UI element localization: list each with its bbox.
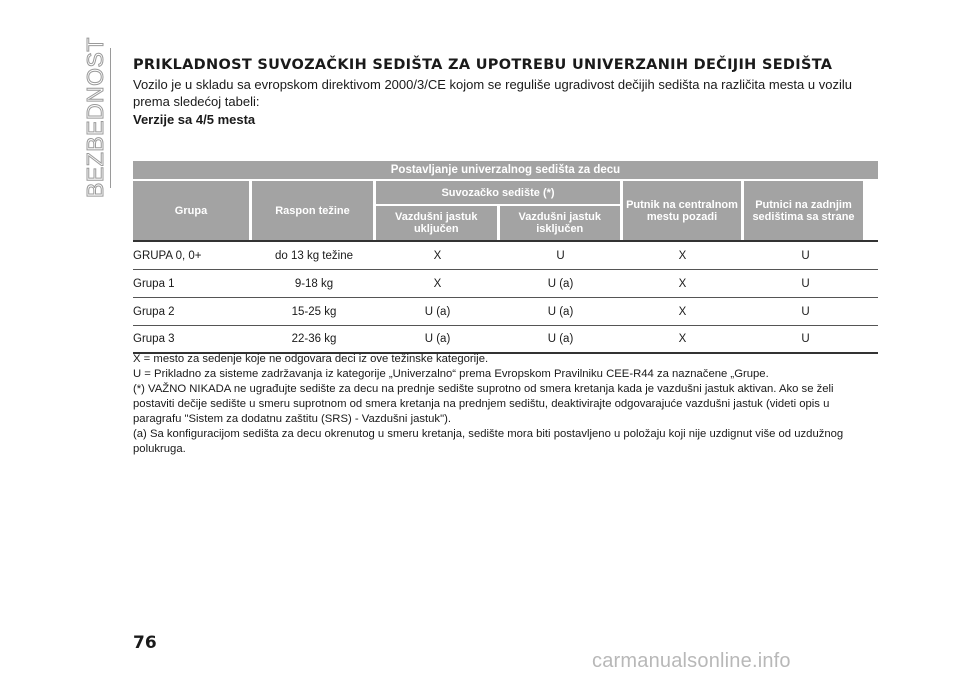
watermark: carmanualsonline.info (592, 650, 791, 672)
cell-rear: U (801, 249, 810, 262)
page-header (133, 57, 878, 128)
cell-middle: X (678, 305, 687, 318)
section-label-text: BEZBEDNOST (81, 36, 108, 198)
cell-weight: do 13 kg težine (274, 249, 353, 262)
table-row (133, 298, 878, 326)
cell-middle: X (678, 277, 687, 290)
page-title: PRIKLADNOST SUVOZAČKIH SEDIŠTA ZA UPOTREBU UNIVERZANIH DEČIJIH SEDIŠTA (133, 57, 833, 73)
cell-airbag-on: U (a) (424, 333, 451, 345)
cell-weight: 9-18 kg (294, 277, 334, 290)
table-column-headers (133, 181, 878, 240)
header-middle-rear: Putnik na centralnom mestu pozadi (623, 181, 741, 240)
table-notes (133, 352, 878, 457)
header-airbag-on: Vazdušni jastuk uključen (376, 206, 497, 240)
page-number: 76 (133, 633, 157, 653)
table-main-header: Postavljanje univerzalnog sedišta za decu (133, 161, 878, 181)
cell-airbag-off: U (556, 249, 565, 262)
header-passenger-seat (376, 181, 620, 240)
cell-rear: U (801, 305, 810, 318)
cell-airbag-on: X (433, 277, 442, 290)
cell-airbag-off: U (a) (547, 305, 574, 318)
header-passenger-seat-title: Suvozačko sedište (*) (376, 181, 620, 204)
note-x: X = mesto za sedenje koje ne odgovara deci iz ove težinske kategorije. (133, 353, 489, 365)
header-weight: Raspon težine (252, 181, 373, 240)
cell-airbag-on: U (a) (424, 305, 451, 318)
cell-airbag-on: X (433, 249, 442, 262)
cell-middle: X (678, 249, 687, 262)
header-airbag-off: Vazdušni jastuk isključen (500, 206, 621, 240)
header-group: Grupa (133, 181, 249, 240)
intro-paragraph: Vozilo je u skladu sa evropskom direktivom 2000/3/CE kojom se reguliše ugradivost dečijih sedišta na različita mesta u vozilu prema sledećoj tabeli: (133, 77, 852, 109)
cell-middle: X (678, 333, 687, 345)
section-divider (110, 48, 111, 188)
note-u: U = Prikladno za sisteme zadržavanja iz kategorije „Univerzalno“ prema Evropskom Pravilniku CEE-R44 za naznačene „Grupe. (133, 368, 769, 380)
table-row (133, 270, 878, 298)
cell-weight: 15-25 kg (291, 305, 337, 318)
table-body (133, 242, 878, 354)
header-side-rear: Putnici na zadnjim sedištima sa strane (744, 181, 863, 240)
section-label (80, 36, 110, 198)
seat-suitability-table (133, 161, 878, 354)
note-a: (a) Sa konfiguracijom sedišta za decu okrenutog u smeru kretanja, sedište mora biti postavljeno u položaju koji nije uzdignut više od uzdužnog polukruga. (133, 428, 844, 455)
cell-airbag-off: U (a) (547, 277, 574, 290)
cell-group: Grupa 2 (133, 305, 175, 318)
note-important: (*) VAŽNO NIKADA ne ugrađujte sedište za decu na prednje sedište suprotno od smera kretanja kada je vazdušni jastuk aktivan. Ako se želi postaviti dečije sedište u smeru suprotnom od smera kretanja na prednjem sedištu, deaktivirajte odgovarajuće vazdušni jastuk (videti opis u paragrafu "Sistem za dodatnu zaštitu (SRS) - Vazdušni jastuk"). (133, 383, 834, 425)
cell-airbag-off: U (a) (547, 333, 574, 345)
table-row (133, 242, 878, 270)
table-row (133, 326, 878, 354)
cell-group: GRUPA 0, 0+ (133, 249, 202, 262)
cell-rear: U (801, 333, 810, 345)
cell-rear: U (801, 277, 810, 290)
cell-weight: 22-36 kg (291, 333, 337, 345)
cell-group: Grupa 3 (133, 333, 175, 345)
version-subtitle: Verzije sa 4/5 mesta (133, 112, 256, 127)
cell-group: Grupa 1 (133, 277, 175, 290)
